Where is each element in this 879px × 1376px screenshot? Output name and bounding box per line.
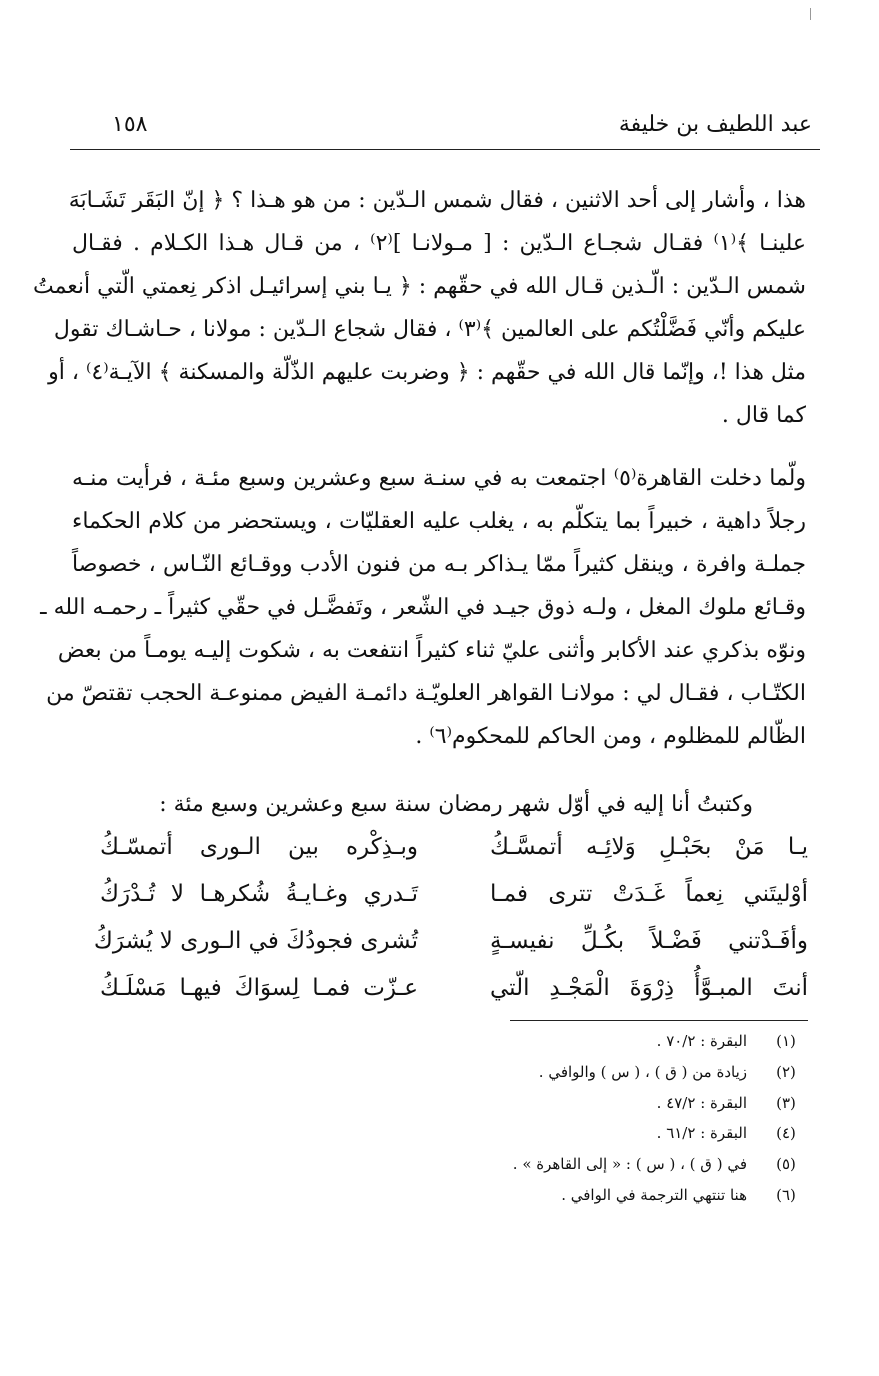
poem	[93, 830, 808, 1018]
footnote	[479, 1057, 799, 1088]
verse	[100, 971, 808, 1018]
footnote	[479, 1026, 799, 1057]
verse-second-hemistich: تُشرى فجودُكَ في الـورى لا يُشرَكُ	[93, 928, 418, 954]
text-line: عليكم وأنّي فَضَّلْتُكم على العالمين ﴾⁽٣⁾ ، فقال شجاع الـدّين : مولانا ، حـاشـاك تقول	[53, 317, 806, 342]
footnote-text: زيادة من ( ق ) ، ( س ) والوافي .	[538, 1062, 747, 1081]
verse-second-hemistich: تَـدري وغـايـةُ شُكرهـا لا تُـدْرَكُ	[100, 881, 418, 907]
verse-first-hemistich: أنتَ المبـوَّأُ ذِرْوَةَ الْمَجْـدِ الّتي	[490, 975, 808, 1001]
paragraph-2	[40, 457, 806, 758]
verse	[93, 924, 808, 971]
footnote-number: (١)	[776, 1032, 796, 1050]
verse-second-hemistich: عـزّت فمـا لِسوَاكَ فيهـا مَسْلَـكُ	[100, 975, 418, 1001]
footnote-number: (٤)	[776, 1124, 796, 1143]
text-line: مثل هذا !، وإنّما قال الله في حقّهم : ﴿ وضربت عليهم الذّلّة والمسكنة ﴾ الآيـة⁽٤⁾ ، أو	[48, 360, 806, 385]
text-line: هذا ، وأشار إلى أحد الاثنين ، فقال شمس الـدّين : من هو هـذا ؟ ﴿ إنّ البَقَر تَشَـابَهَ	[68, 188, 806, 213]
scan-mark	[810, 8, 811, 20]
text-line: وقـائع ملوك المغل ، ولـه ذوق جيـد في الشّعر ، وتَفضَّـل في حقّي كثيراً ـ رحمـه الله ـ	[40, 595, 806, 620]
paragraph-1	[32, 179, 806, 437]
footnote-number: (٣)	[776, 1093, 796, 1112]
footnote	[479, 1149, 799, 1180]
footnote	[479, 1088, 799, 1119]
text-line: جملـة وافرة ، وينقل كثيراً ممّا يـذاكر بـه من فنون الأدب ووقـائع النّـاس ، خصوصاً	[72, 552, 806, 577]
page-number: ١٥٨	[112, 112, 148, 137]
footnote-number: (٢)	[776, 1062, 796, 1081]
verse	[100, 830, 808, 877]
text-line: رجلاً داهية ، خبيراً بما يتكلّم به ، يغلب عليه العقليّات ، ويستحضر من كلام الحكماء	[72, 509, 806, 534]
running-title: عبد اللطيف بن خليفة	[618, 112, 812, 137]
footnote-text: البقرة : ٧٠/٢ .	[656, 1032, 747, 1050]
text-line: ولّما دخلت القاهرة⁽٥⁾ اجتمعت به في سنـة سبع وعشرين وسبع مئـة ، فرأيت منـه	[72, 466, 806, 491]
footnote-number: (٦)	[776, 1185, 796, 1204]
poem-intro: وكتبتُ أنا إليه في أوّل شهر رمضان سنة سبع وعشرين وسبع مئة :	[159, 792, 753, 817]
text-line: شمس الـدّين : الّـذين قـال الله في حقّهم : ﴿ يـا بني إسرائيـل اذكر نِعمتي الّتي أنعمتُ	[32, 274, 806, 299]
running-header	[70, 112, 812, 148]
text-line: الكتّـاب ، فقـال لي : مولانـا القواهر العلويّـة دائمـة الفيض ممنوعـة الحجب تقتصّ من	[46, 681, 806, 706]
text-line: علينـا ﴾⁽١⁾ فقـال شجـاع الـدّين : [ مـولانـا ]⁽٢⁾ ، من قـال هـذا الكـلام . فقـال	[72, 231, 806, 256]
footnote-text: البقرة : ٦١/٢ .	[656, 1124, 747, 1143]
verse-second-hemistich: وبـذِكْره بين الـورى أتمسّـكُ	[100, 834, 418, 860]
verse-first-hemistich: أوْليتَني نِعماً غَـدَتْ تترى فمـا	[490, 881, 808, 907]
footnote	[479, 1118, 799, 1149]
verse-first-hemistich: يـا مَنْ بحَبْـلِ وَلائِـه أتمسَّـكُ	[490, 834, 808, 860]
header-rule	[70, 149, 820, 150]
text-line: كما قال .	[721, 403, 806, 428]
footnote-text: في ( ق ) ، ( س ) : « إلى القاهرة » .	[512, 1155, 747, 1174]
footnote	[479, 1180, 799, 1211]
text-line: الظّالم للمظلوم ، ومن الحاكم للمحكوم⁽٦⁾ .	[415, 724, 806, 749]
footnotes	[479, 1026, 799, 1211]
text-line: ونوّه بذكري عند الأكابر وأثنى عليّ ثناء كثيراً انتفعت به ، شكوت إليـه يومـاً من بعض	[57, 638, 806, 663]
footnote-number: (٥)	[776, 1155, 796, 1174]
verse	[100, 877, 808, 924]
footnote-text: هنا تنتهي الترجمة في الوافي .	[561, 1185, 747, 1204]
footnote-text: البقرة : ٤٧/٢ .	[656, 1093, 747, 1112]
verse-first-hemistich: وأفَـدْتني فَضْـلاً بكُـلِّ نفيسـةٍ	[490, 928, 808, 954]
footnote-rule	[510, 1020, 808, 1021]
